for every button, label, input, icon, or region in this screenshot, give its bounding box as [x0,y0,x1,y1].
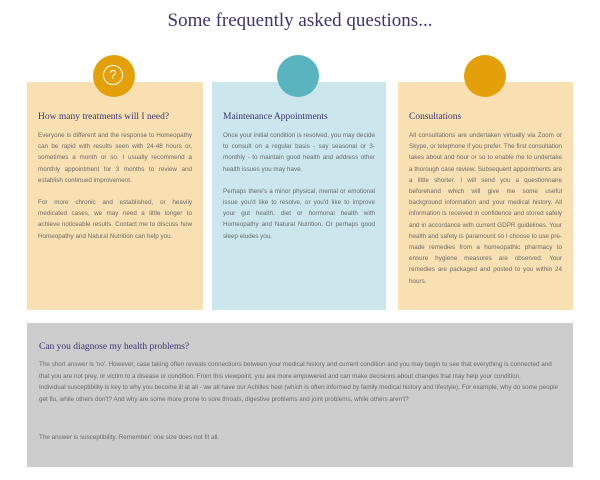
card-paragraph: Once your initial condition is resolved, you may decide to consult on a regular basis - say seasonal or 3-monthly - to maintain good health and address other health issues you may have. [223,132,375,173]
faq-card-treatments [27,82,203,310]
section-title: Can you diagnose my health problems? [39,342,190,352]
question-mark-glyph: ? [103,65,123,85]
question-mark-icon [93,55,135,97]
card-title: Maintenance Appointments [223,112,328,122]
circle-icon [277,55,319,97]
section-paragraph: Individual susceptibility is key to why you become ill at all - we all have our Achilles heel (which is often informed by family medical history and lifestyle). For example, why do some people get flu, while others don't? And why are some more prone to sore throats, digestive problems and joint problems, while others aren't? [39,384,559,403]
circle-icon [464,55,506,97]
faq-card-maintenance [212,82,386,310]
section-answer: The answer is susceptibility. Remember: one size does not fit all. [39,434,220,441]
page-title: Some frequently asked questions... [167,10,433,31]
card-paragraph: Perhaps there's a minor physical, mental or emotional issue you'd like to resolve, or you'd like to improve your gut health, diet or hormonal health with Homeopathy and Natural Nutrition. Or perhaps good sleep eludes you. [223,187,375,240]
card-paragraph: For more chronic and established, or heavily medicated cases, we may need a little longer to achieve noticeable results. Contact me to discuss how Homeopathy and Natural Nutrition can help you. [38,199,192,240]
section-paragraph: The short answer is 'no'. However, case taking often reveals connections between your medical history and current condition and you may begin to see that everything is connected and that you are not prey, or victim to a disease or condition. From this viewpoint, you are more empowered and can make decisions about changes that may help your condition. [39,361,552,380]
card-title: Consultations [409,112,462,122]
faq-diagnosis-section [27,323,573,467]
card-paragraph: Everyone is different and the response to Homeopathy can be rapid with results seen with 24-48 hours or, sometimes a month or so. I usually recommend a monthly appointment for 3 months to review and establish continued improvement. [38,132,192,184]
card-paragraph: All consultations are undertaken virtually via Zoom or Skype, or telephone if you prefer. The first consultation takes about and hour or so to enable me to undertake a thorough case review. Subsequent appointments are a little shorter. I will send you a questionnaire beforehand which will give me some useful background information and your medical history. All information is received in confidence and stored safely and in accordance with current GDPR guidelines. Your health and safety is paramount so I choose to use pre-made remedies from a homeopathic pharmacy to ensure hygiene measures are observed. Your remedies are packaged and posted to you within 24 hours. [409,132,562,285]
card-title: How many treatments will I need? [38,112,170,122]
faq-card-consultations [398,82,573,310]
